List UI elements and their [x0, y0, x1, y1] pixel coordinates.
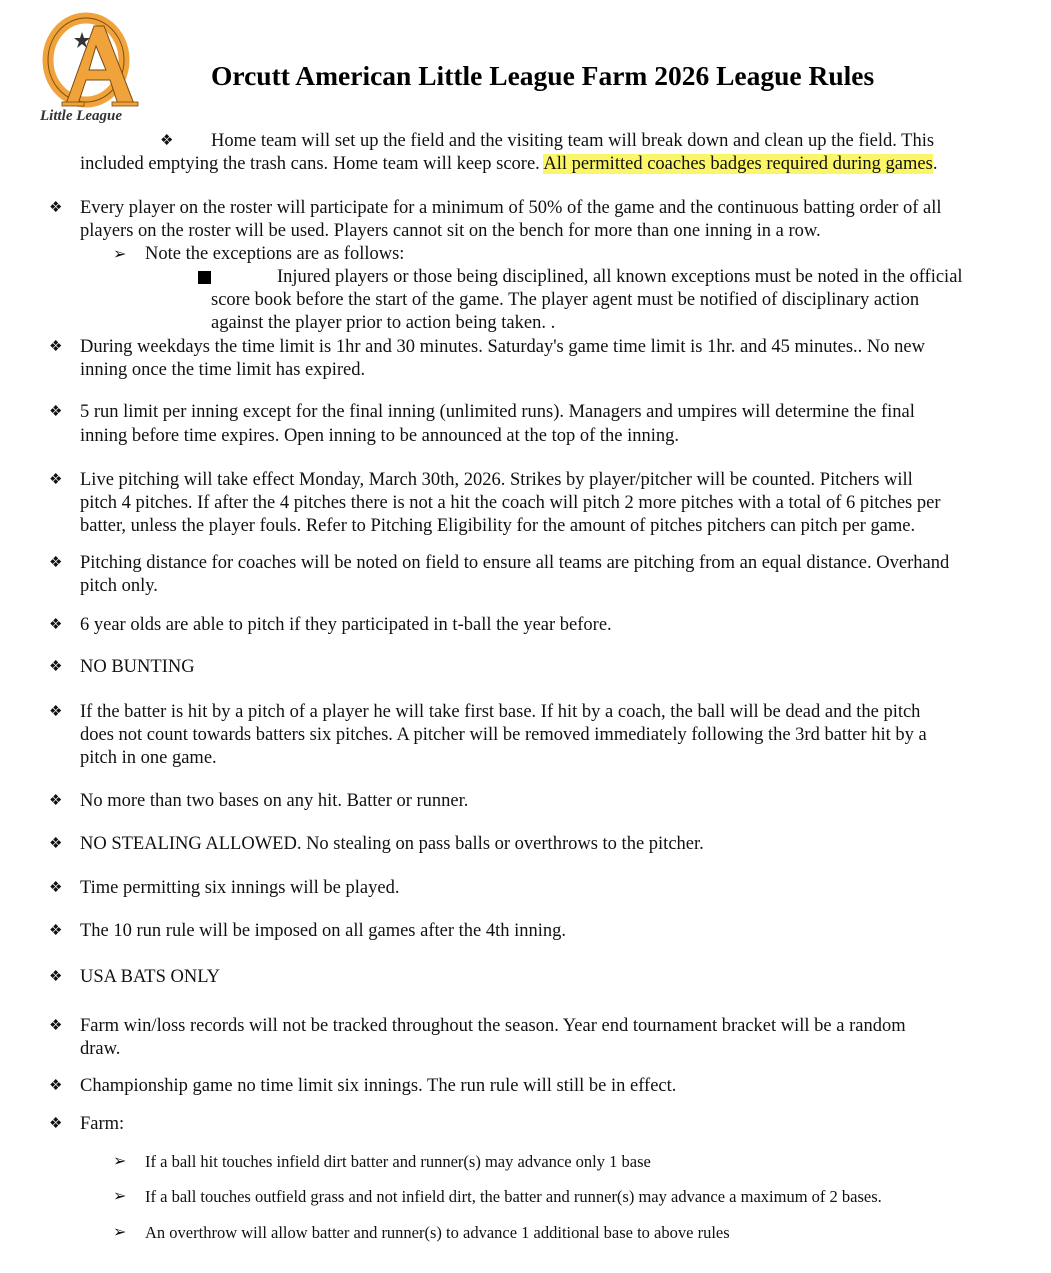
diamond-bullet-icon: ❖ [49, 1018, 63, 1034]
rule-text: Farm win/loss records will not be tracked throughout the season. Year end tournament bracket will be a random [80, 1016, 906, 1036]
rule-text: Championship game no time limit six innings. The run rule will still be in effect. [80, 1076, 677, 1096]
rule-text: Farm: [80, 1114, 125, 1134]
rule-text: inning before time expires. Open inning to be announced at the top of the inning. [80, 426, 680, 446]
rule-text: pitch in one game. [80, 748, 217, 768]
rule-text: inning once the time limit has expired. [80, 360, 366, 380]
diamond-bullet-icon: ❖ [49, 923, 63, 939]
diamond-bullet-icon: ❖ [49, 659, 63, 675]
rule-text: pitch 4 pitches. If after the 4 pitches there is not a hit the coach will pitch 2 more pitches with a total of 6 pitches per [80, 493, 941, 513]
arrow-bullet-icon: ➢ [113, 1153, 127, 1170]
highlighted-text: All permitted coaches badges required during games [543, 154, 933, 174]
rule-text: pitch only. [80, 576, 158, 596]
arrow-bullet-icon: ➢ [113, 1188, 127, 1205]
page-title: Orcutt American Little League Farm 2026 League Rules [211, 60, 875, 91]
diamond-bullet-icon: ❖ [160, 133, 174, 149]
rule-text: If the batter is hit by a pitch of a player he will take first base. If hit by a coach, the ball will be dead and the pitch [80, 702, 921, 722]
diamond-bullet-icon: ❖ [49, 836, 63, 852]
sub-rule-text: against the player prior to action being taken. . [211, 313, 556, 333]
rule-text: players on the roster will be used. Players cannot sit on the bench for more than one inning in a row. [80, 221, 821, 241]
arrow-bullet-icon: ➢ [113, 246, 127, 263]
farm-rule-text: If a ball touches outfield grass and not infield dirt, the batter and runner(s) may advance a maximum of 2 bases. [145, 1187, 882, 1206]
arrow-bullet-icon: ➢ [113, 1224, 127, 1241]
rule-text: During weekdays the time limit is 1hr and 30 minutes. Saturday's game time limit is 1hr. and 45 minutes.. No new [80, 337, 925, 357]
rule-text: batter, unless the player fouls. Refer to Pitching Eligibility for the amount of pitches pitchers can pitch per game. [80, 516, 916, 536]
rule-text: No more than two bases on any hit. Batter or runner. [80, 791, 469, 811]
rule-text: USA BATS ONLY [80, 967, 221, 987]
diamond-bullet-icon: ❖ [49, 880, 63, 896]
rule-text: The 10 run rule will be imposed on all games after the 4th inning. [80, 921, 567, 941]
rule-text: NO STEALING ALLOWED. No stealing on pass balls or overthrows to the pitcher. [80, 834, 704, 854]
rule-text: 6 year olds are able to pitch if they participated in t-ball the year before. [80, 615, 612, 635]
rule-text: does not count towards batters six pitches. A pitcher will be removed immediately following the 3rd batter hit by a [80, 725, 927, 745]
rule-text: Live pitching will take effect Monday, March 30th, 2026. Strikes by player/pitcher will be counted. Pitchers will [80, 470, 913, 490]
diamond-bullet-icon: ❖ [49, 555, 63, 571]
diamond-bullet-icon: ❖ [49, 404, 63, 420]
oa-monogram-icon [36, 8, 148, 118]
sub-rule-text: score book before the start of the game. The player agent must be notified of disciplinary action [211, 290, 920, 310]
farm-rule-text: If a ball hit touches infield dirt batter and runner(s) may advance only 1 base [145, 1152, 651, 1171]
rule-text: Every player on the roster will participate for a minimum of 50% of the game and the continuous batting order of all [80, 198, 942, 218]
rule-text: draw. [80, 1039, 121, 1059]
diamond-bullet-icon: ❖ [49, 1078, 63, 1094]
farm-rule-text: An overthrow will allow batter and runner(s) to advance 1 additional base to above rules [145, 1223, 730, 1242]
rule-text: Pitching distance for coaches will be noted on field to ensure all teams are pitching from an equal distance. Overhand [80, 553, 950, 573]
diamond-bullet-icon: ❖ [49, 969, 63, 985]
diamond-bullet-icon: ❖ [49, 617, 63, 633]
logo-text: Little League [40, 108, 123, 124]
diamond-bullet-icon: ❖ [49, 339, 63, 355]
sub-rule-text: Injured players or those being disciplined, all known exceptions must be noted in the official [277, 267, 963, 287]
rule-text: Time permitting six innings will be played. [80, 878, 400, 898]
note-text: Note the exceptions are as follows: [145, 244, 405, 264]
diamond-bullet-icon: ❖ [49, 1116, 63, 1132]
square-bullet-icon [198, 271, 211, 284]
diamond-bullet-icon: ❖ [49, 472, 63, 488]
rule-text: included emptying the trash cans. Home team will keep score. All permitted coaches badges required during games. [80, 154, 938, 174]
league-logo [36, 8, 148, 130]
diamond-bullet-icon: ❖ [49, 793, 63, 809]
rule-text: 5 run limit per inning except for the final inning (unlimited runs). Managers and umpires will determine the final [80, 402, 915, 422]
rule-text: Home team will set up the field and the visiting team will break down and clean up the field. This [211, 131, 935, 151]
diamond-bullet-icon: ❖ [49, 704, 63, 720]
rule-text: NO BUNTING [80, 657, 195, 677]
diamond-bullet-icon: ❖ [49, 200, 63, 216]
